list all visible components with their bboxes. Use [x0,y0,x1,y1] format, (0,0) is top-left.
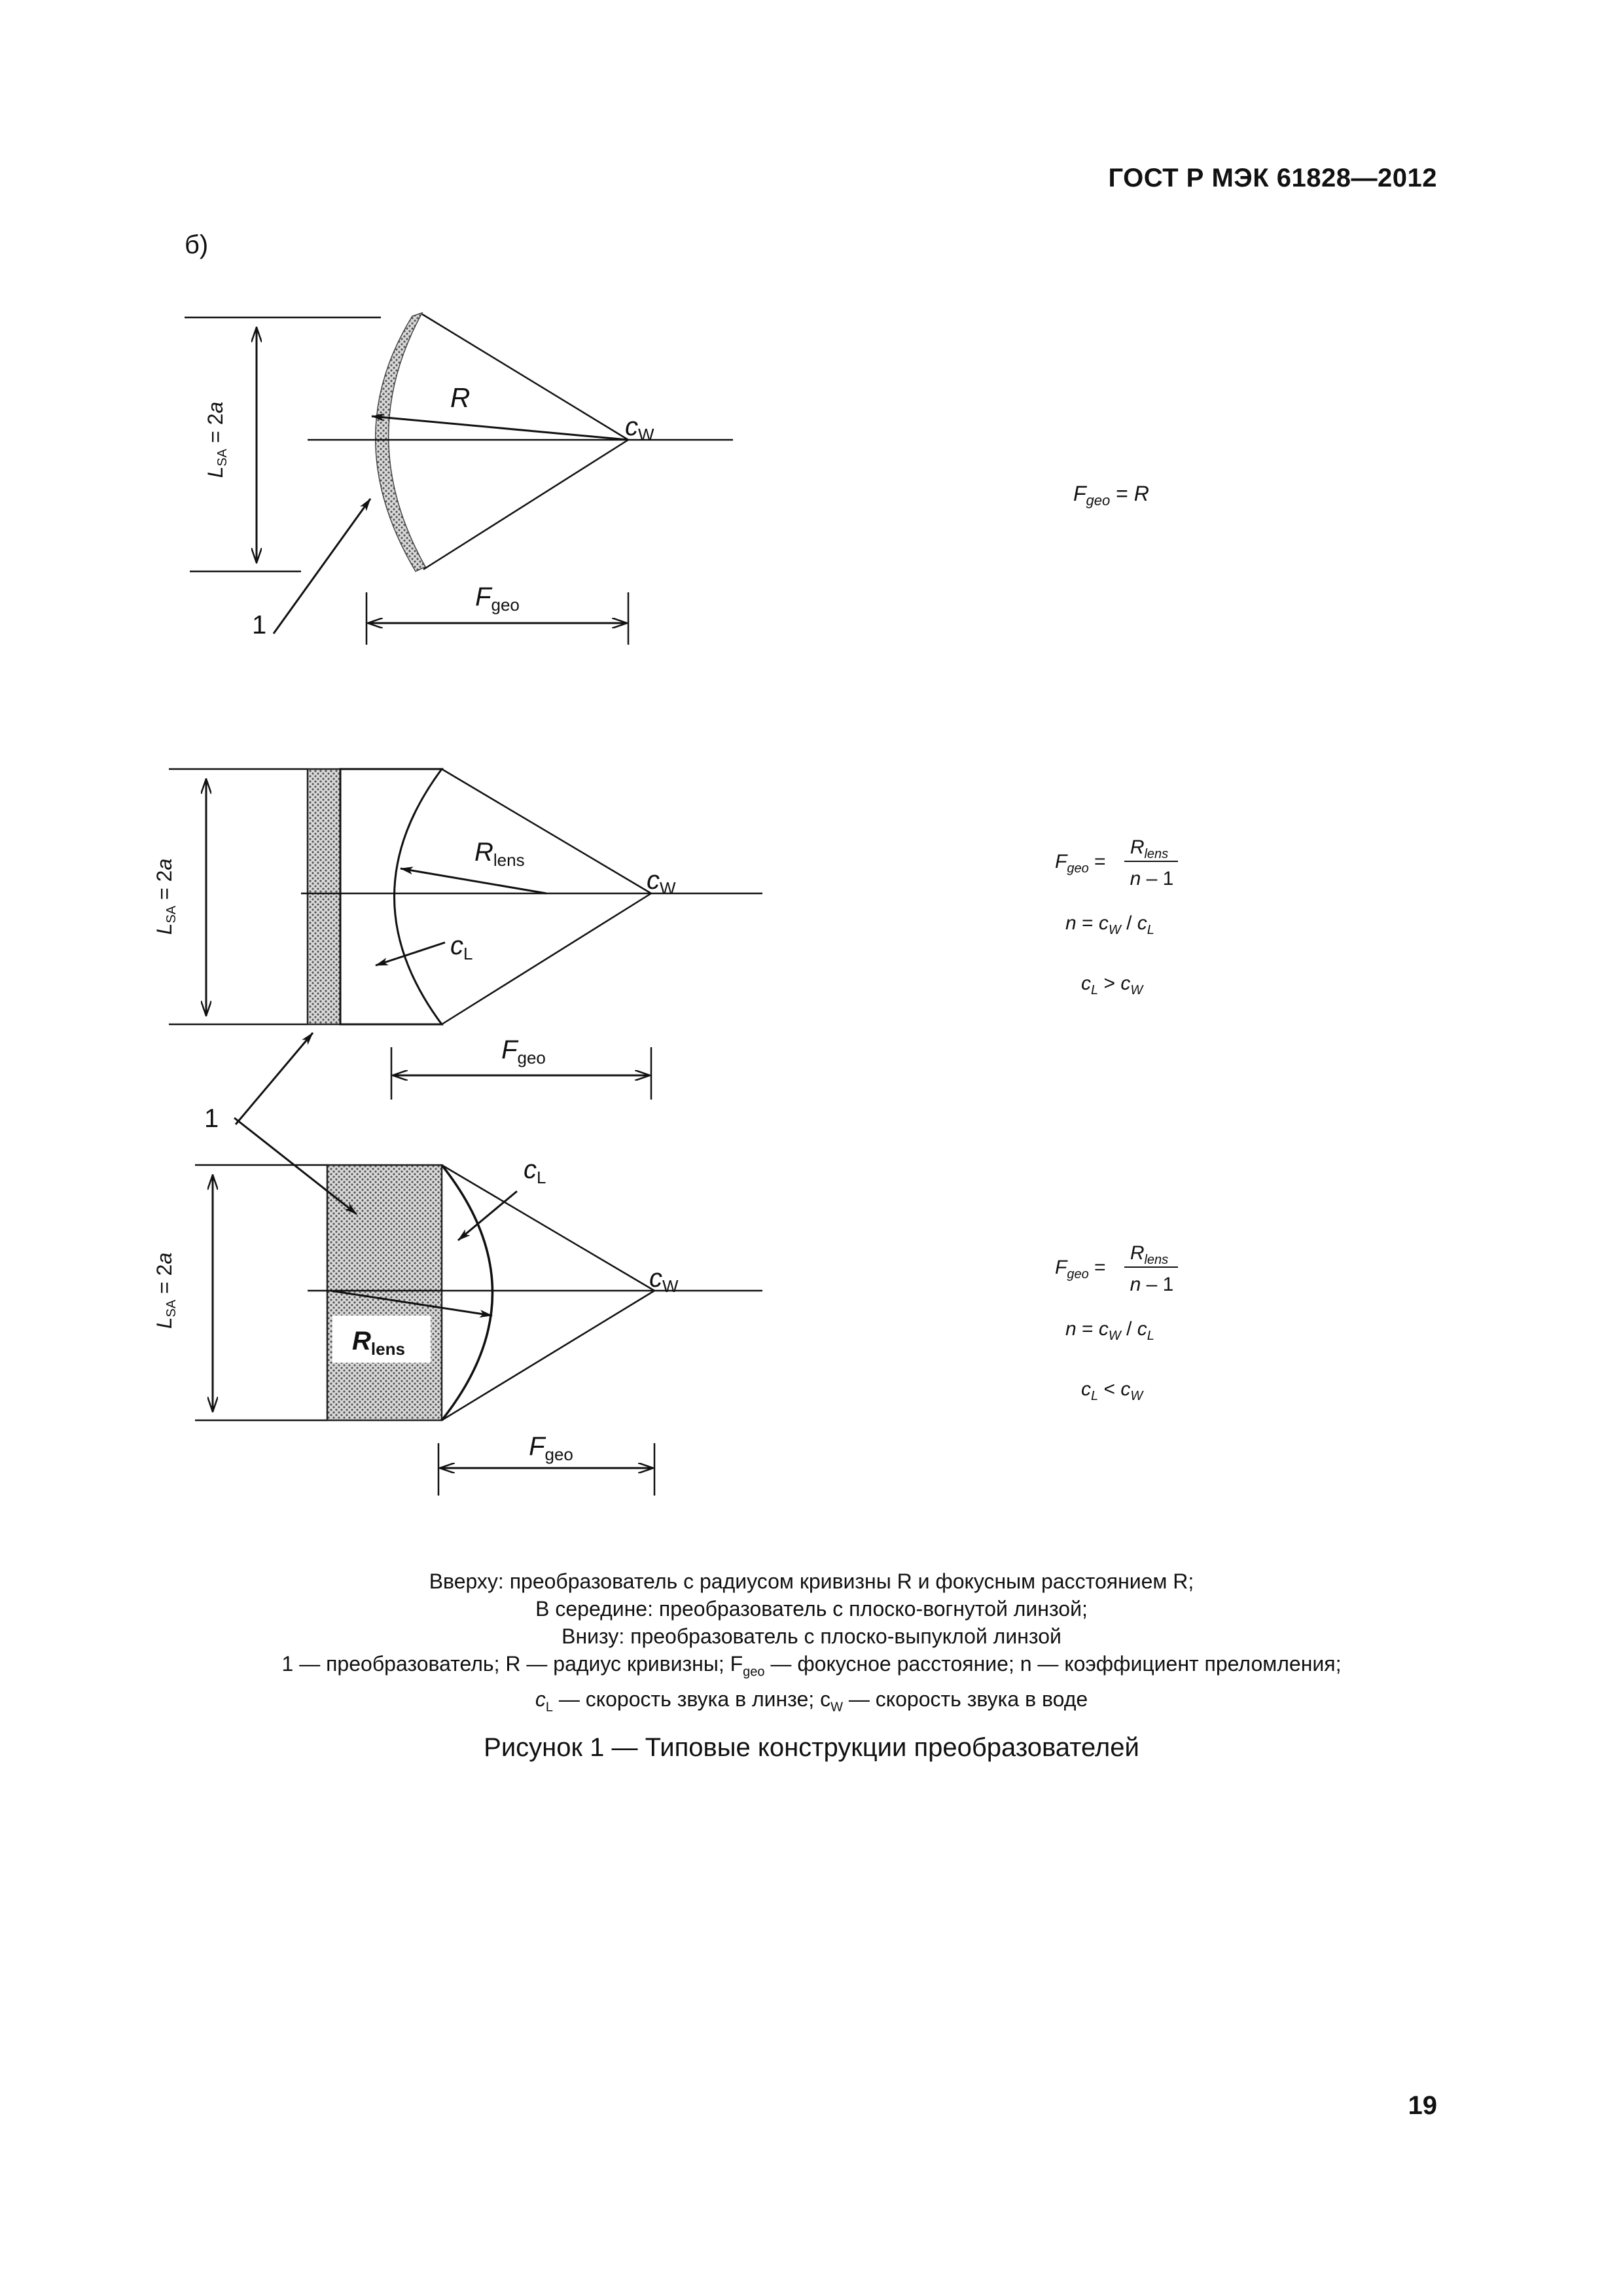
middle-radius-label: $R_{lens}$ [474,838,525,870]
top-label-1: 1 [252,611,267,639]
top-formula: $F_{geo} = R$ [1073,482,1149,509]
page-number: 19 [1408,2091,1437,2120]
caption-line-4: 1 — преобразователь; R — радиус кривизны; $F_{geo}$ — фокусное расстояние; n — коэффициент преломления; [281,1652,1342,1679]
top-focal-label: $F_{geo}$ [475,583,520,615]
caption-line-1: Вверху: преобразователь с радиусом кривизны R и фокусным расстоянием R; [429,1570,1194,1593]
subfigure-label: б) [185,230,209,259]
bottom-cw-label: $c_W$ [649,1264,679,1296]
middle-dim-label: LSA = 2a [152,858,179,935]
middle-formula-rel: $c_L > c_W$ [1081,973,1143,997]
caption-block [0,1568,1623,1721]
plano-convex-lens [442,1165,493,1420]
middle-cl-label: $c_L$ [450,931,473,963]
middle-transducer [308,769,340,1024]
figure-caption: Рисунок 1 — Типовые конструкции преобразователей [484,1733,1139,1762]
bottom-formula-lhs: $F_{geo}$ = [1055,1257,1106,1282]
middle-focal-label: $F_{geo}$ [501,1035,546,1067]
bottom-formula-num: $R_{lens}$ [1130,1242,1169,1267]
caption-line-2: В середине: преобразователь с плоско-вогнутой линзой; [535,1597,1088,1621]
diagram-bottom [152,1118,1178,1496]
middle-formula-lhs: $F_{geo}$ = [1055,851,1106,876]
top-cw-label: $c_W$ [625,412,654,444]
bottom-radius-label: $R_{lens}$ [352,1327,405,1359]
document-header: ГОСТ Р МЭК 61828—2012 [1108,164,1437,192]
middle-label-1: 1 [204,1104,219,1133]
bottom-dim-label: LSA = 2a [152,1252,179,1329]
middle-cw-label: $c_W$ [647,866,676,898]
plano-concave-lens [340,769,442,1024]
top-dim-label: LSA = 2a [204,401,230,478]
bottom-formula-rel: $c_L < c_W$ [1081,1378,1143,1403]
bottom-focal-label: $F_{geo}$ [529,1432,573,1464]
bottom-formula-n: $n = c_W / c_L$ [1065,1318,1154,1343]
caption-line-5: $c_L$ — скорость звука в линзе; $c_W$ — скорость звука в воде [535,1687,1088,1715]
top-radius-label: R [450,382,471,413]
bottom-formula-den: n – 1 [1130,1274,1174,1295]
caption-line-3: Внизу: преобразователь с плоско-выпуклой линзой [562,1624,1061,1648]
curved-transducer [376,313,425,571]
bottom-cl-label: $c_L$ [524,1155,546,1187]
middle-formula-num: $R_{lens}$ [1130,836,1169,861]
diagram-top [185,313,1149,645]
middle-formula-n: $n = c_W / c_L$ [1065,912,1154,937]
diagram-middle [152,769,1178,1133]
middle-formula-den: n – 1 [1130,868,1174,889]
